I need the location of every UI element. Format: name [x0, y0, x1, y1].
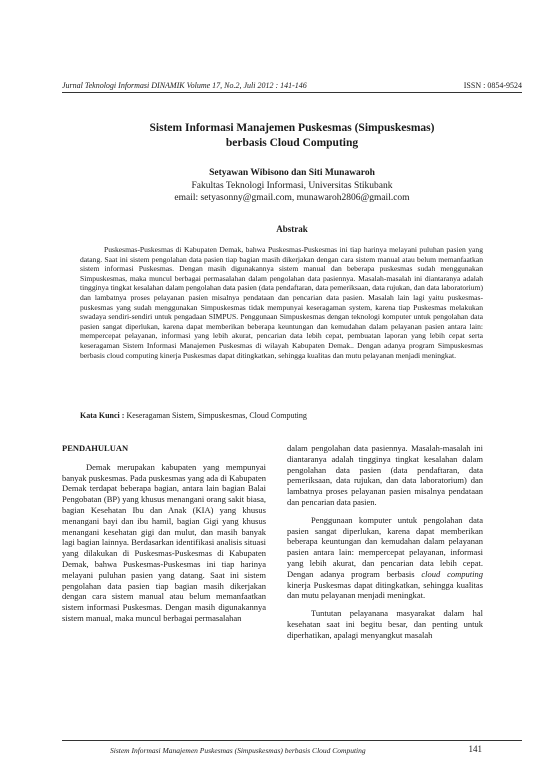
- right-paragraph-1: dalam pengolahan data pasiennya. Masalah-masalah ini diantaranya adalah tingginya tingkat kesalahan dalam pengolahan data pasien (data pendaftaran, data pemeriksaan, data rujukan, dan data laboratorium) dan lambatnya proses pelayanan pasien misalnya pendataan dan pencarian data pasien.: [287, 443, 483, 507]
- paper-title: [62, 121, 522, 151]
- right-paragraph-3: Tuntutan pelayanana masyarakat dalam hal kesehatan saat ini begitu besar, dan penting untuk diperhatikan, apalagi menyangkut masalah: [287, 608, 483, 640]
- right-paragraph-2: [287, 515, 483, 601]
- keywords-text: Keseragaman Sistem, Simpuskesmas, Cloud Computing: [124, 411, 307, 420]
- keywords: [80, 411, 483, 420]
- abstract-heading: Abstrak: [276, 224, 308, 234]
- author-affiliation: Fakultas Teknologi Informasi, Universitas Stikubank: [191, 181, 393, 191]
- left-paragraph-1: Demak merupakan kabupaten yang mempunyai banyak puskesmas. Pada puskesmas yang ada di Kabupaten Demak terdapat beberapa bagian, antara lain bagian Balai Pengobatan (BP) yang khusus menangani orang sakit biasa, bagian Kesehatan Ibu dan Anak (KIA) yang khusus menangani bayi dan ibu hamil, bagian Gigi yang khusus menangani kesehatan gigi dan mulut, dan masih banyak lagi bagian lainnya. Berdasarkan identifikasi analisis situasi yang dilakukan di Puskesmas-Puskesmas di Kabupaten Demak, bahwa Puskesmas-Puskesmas ini tiap harinya melayani puluhan pasien yang datang. Saat ini sistem pengolahan data pasien tiap bagian masih dikerjakan dengan cara sistem manual atau belum memanfaatkan sistem informasi Puskesmas. Dengan masih digunakannya sistem manual, maka muncul berbagai permasalahan: [62, 461, 266, 623]
- paper-authors: Setyawan Wibisono dan Siti Munawaroh: [209, 168, 375, 178]
- left-column: [62, 443, 266, 631]
- right-paragraph-2-text-a: Penggunaan komputer untuk pengolahan data pasien sangat diperlukan, karena dapat memberikan beberapa keuntungan dan kemudahan dalam pelayanan pasien antara lain: mempercepat pelayanan, informasi yang lebih akurat, dan pencarian data lebih cepat. Dengan adanya program berbasis: [287, 514, 483, 579]
- footer-title: Sistem Informasi Manajemen Puskesmas (Simpuskesmas) berbasis Cloud Computing: [110, 746, 366, 755]
- title-line-1: Sistem Informasi Manajemen Puskesmas (Simpuskesmas): [149, 122, 435, 134]
- section-heading: PENDAHULUAN: [62, 443, 129, 453]
- right-paragraph-2-text-b: kinerja Puskesmas dapat ditingkatkan, sehingga kualitas dan mutu pelayanan menjadi meningkat.: [287, 579, 483, 601]
- right-column: [287, 443, 483, 648]
- journal-header: Jurnal Teknologi Informasi DINAMIK Volume 17, No.2, Juli 2012 : 141-146: [62, 81, 307, 90]
- keywords-label: Kata Kunci :: [80, 411, 125, 420]
- abstract-body: Puskesmas-Puskesmas di Kabupaten Demak, bahwa Puskesmas-Puskesmas ini tiap harinya melayani puluhan pasien yang datang. Saat ini sistem pengolahan data pasien tiap bagian masih dikerjakan dengan cara sistem manual atau belum memanfaatkan sistem informasi Puskesmas. Dengan masih digunakannya sistem manual dan beberapa puskesmas sudah menggunakan Simpuskesmas, maka muncul berbagai permasalahan dalam pengolahan data pasiennya. Masalah-masalah ini diantaranya adalah tingginya tingkat kesalahan dalam pengolahan data pasien (data pendaftaran, data pemeriksaan, data rujukan, dan data laboratorium) dan lambatnya proses pelayanan pasien misalnya pendataan dan pencarian data pasien. Masalah lain lagi yaitu puskesmas-puskesmas yang sudah menggunakan Simpuskesmas tidak mempunyai keseragaman system, karena tiap Puskesmas melakukan swadaya sendiri-sendiri untuk pengadaan SIMPUS. Penggunaan Simpuskesmas dengan teknologi komputer untuk pengolahan data pasien sangat diperlukan, karena dapat memberikan beberapa keuntungan dan kemudahan dalam pelayanan pasien antara lain: mempercepat pelayanan, informasi yang lebih akurat, pencarian data lebih cepat, pembuatan laporan yang lebih cepat serta keseragaman Sistem Informasi Manajemen Puskesmas di wilayah Kabupaten Demak.. Dengan adanya program Simpuskesmas berbasis cloud computing kinerja Puskesmas dapat ditingkatkan, sehingga kualitas dan mutu pelayanan menjadi meningkat.: [80, 245, 483, 360]
- title-line-2: berbasis Cloud Computing: [225, 137, 359, 149]
- header-rule: [62, 92, 522, 93]
- footer-rule: [62, 740, 522, 741]
- issn-label: ISSN : 0854-9524: [463, 81, 522, 90]
- cloud-computing-italic: cloud computing: [421, 568, 483, 579]
- author-email: email: setyasonny@gmail.com, munawaroh2806@gmail.com: [174, 193, 410, 203]
- page-number: 141: [468, 744, 482, 754]
